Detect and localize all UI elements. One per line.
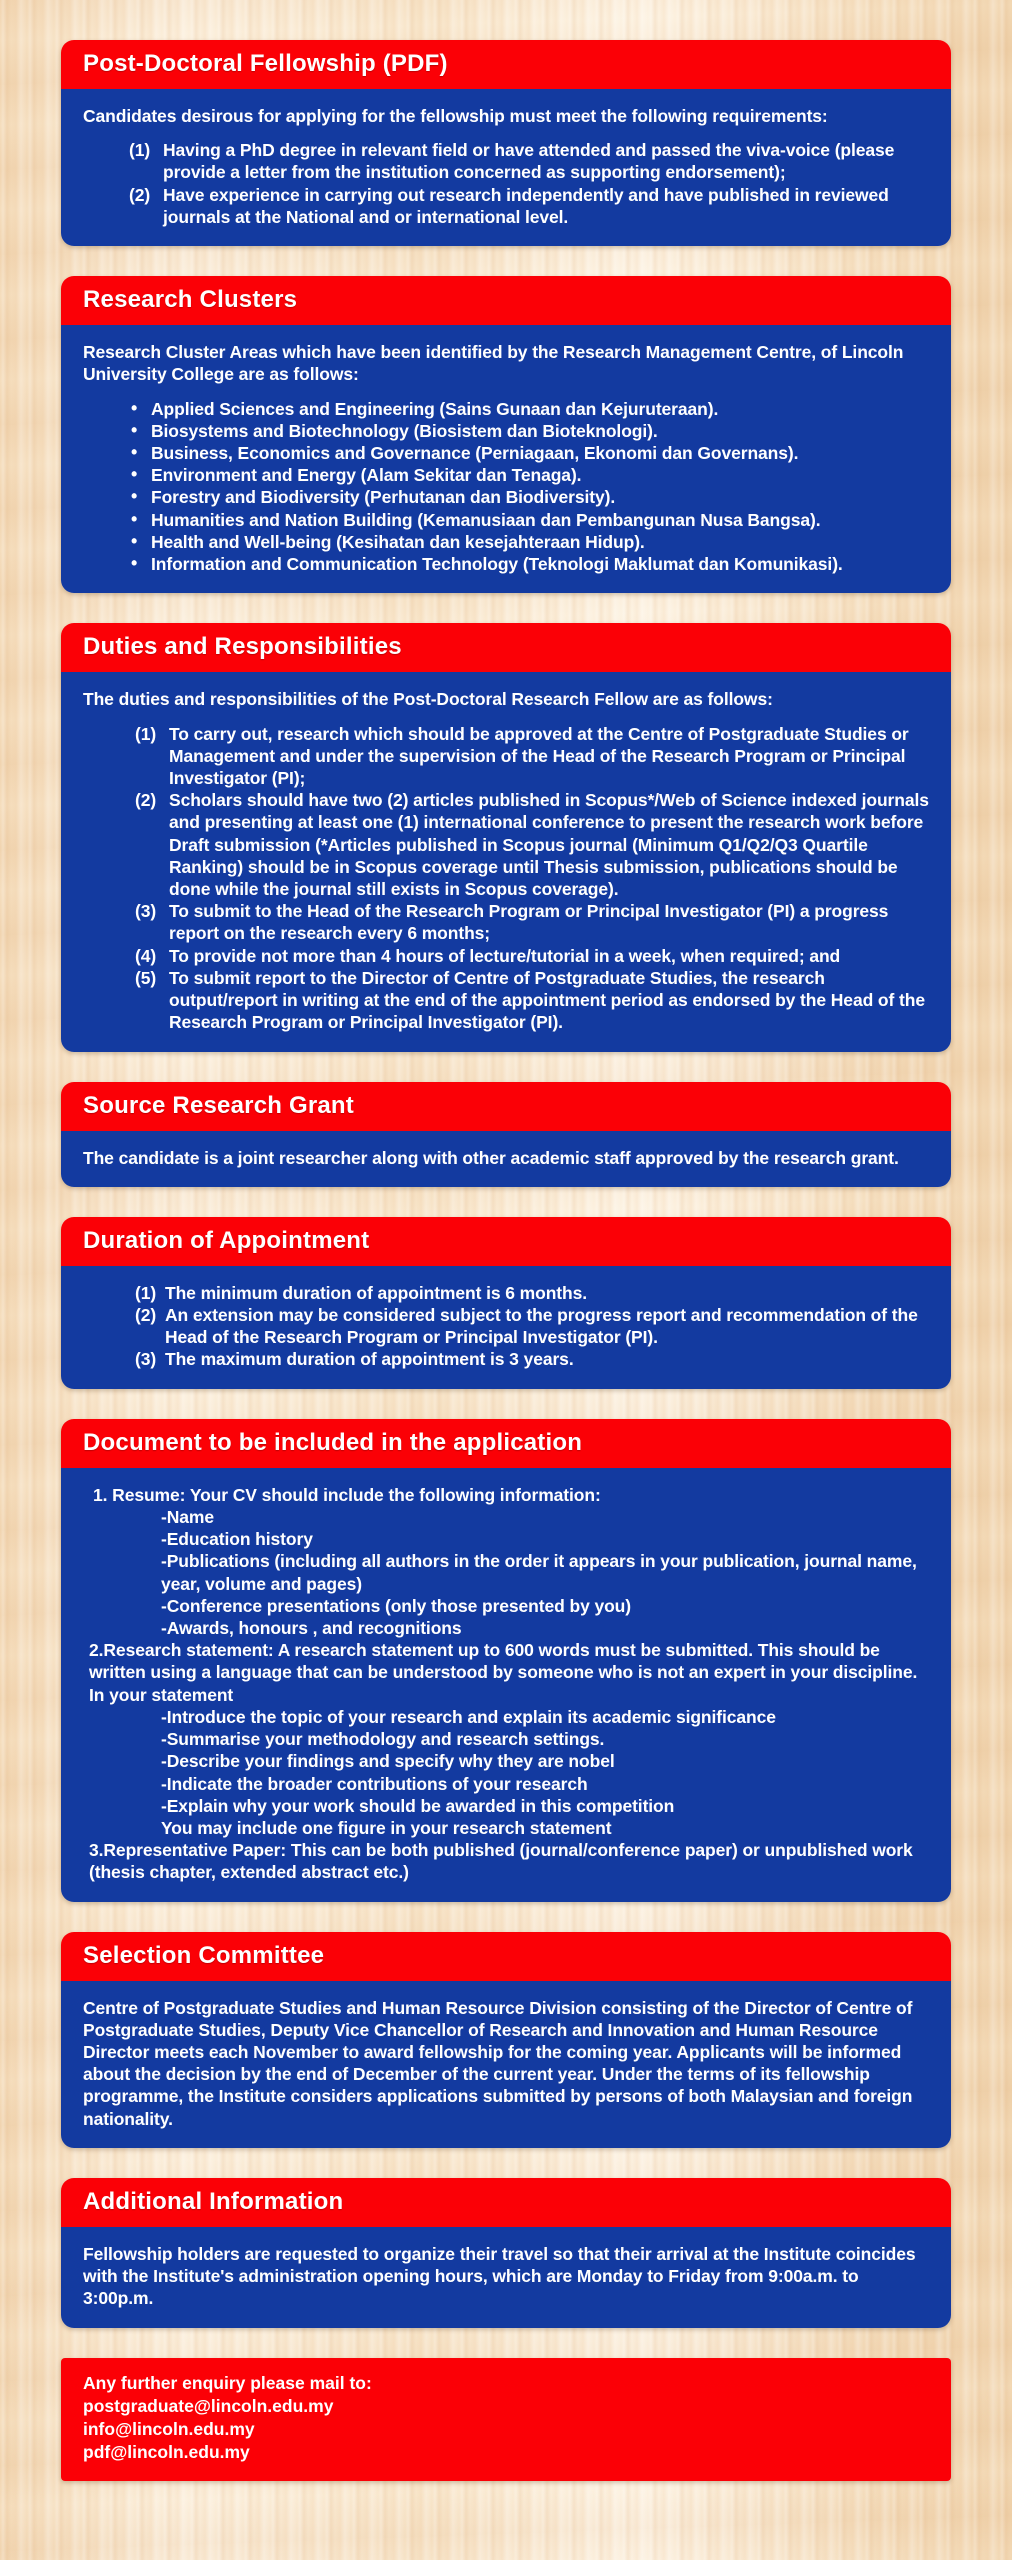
list-marker: (1) bbox=[129, 140, 151, 161]
section-title-duration-of-appointment: Duration of Appointment bbox=[61, 1217, 951, 1266]
intro-text: Research Cluster Areas which have been identified by the Research Management Centre, of Lincoln University College are as follows: bbox=[83, 342, 904, 385]
section-duties-and-responsibilities bbox=[61, 623, 951, 1051]
section-research-clusters bbox=[61, 276, 951, 593]
paragraph-text: The candidate is a joint researcher along with other academic staff approved by the research grant. bbox=[83, 1147, 899, 1168]
list-item: • Humanities and Nation Building (Kemanusiaan dan Pembangunan Nusa Bangsa). bbox=[131, 509, 929, 531]
list-text: The minimum duration of appointment is 6 months. bbox=[165, 1282, 588, 1303]
duration-list bbox=[135, 1282, 929, 1371]
list-item bbox=[135, 723, 929, 790]
paragraph-text: Fellowship holders are requested to organize their travel so that their arrival at the Institute coincides with the Institute's administration opening hours, which are Monday to Friday from 9:00a.m. to 3:00p.m. bbox=[83, 2243, 916, 2309]
section-body-source-research-grant bbox=[61, 1131, 951, 1187]
list-item bbox=[135, 789, 929, 900]
list-item: • Information and Communication Technology (Teknologi Maklumat dan Komunikasi). bbox=[131, 553, 929, 575]
requirements-list bbox=[129, 139, 929, 228]
list-marker: (4) bbox=[135, 945, 157, 966]
list-item bbox=[135, 1282, 929, 1304]
section-spacer bbox=[0, 2328, 1012, 2358]
contact-heading: Any further enquiry please mail to: bbox=[83, 2372, 372, 2393]
section-spacer bbox=[0, 593, 1012, 623]
section-body-duration-of-appointment bbox=[61, 1266, 951, 1389]
list-text: To submit report to the Director of Centre of Postgraduate Studies, the research output/report in writing at the end of the appointment period as endorsed by the Head of the Research Program or Principal Investigator (PI). bbox=[169, 967, 925, 1033]
contact-email-postgraduate[interactable]: postgraduate@lincoln.edu.my bbox=[83, 2395, 334, 2416]
list-marker: (2) bbox=[129, 184, 151, 205]
list-marker: (5) bbox=[135, 967, 157, 988]
list-text: Have experience in carrying out research independently and have published in reviewed journals at the National and or international level. bbox=[163, 184, 889, 227]
section-title-post-doctoral-fellowship: Post-Doctoral Fellowship (PDF) bbox=[61, 40, 951, 89]
section-source-research-grant bbox=[61, 1082, 951, 1187]
list-item bbox=[135, 1348, 929, 1370]
section-spacer bbox=[0, 1389, 1012, 1419]
list-item: • Applied Sciences and Engineering (Sains Gunaan dan Kejuruteraan). bbox=[131, 398, 929, 420]
section-document-to-be-included bbox=[61, 1419, 951, 1902]
doc-line: 2.Research statement: A research statement up to 600 words must be submitted. This should be written using a language that can be understood by someone who is not an expert in your discipline. In your statement bbox=[89, 1640, 918, 1705]
doc-line: You may include one figure in your research statement bbox=[161, 1817, 612, 1838]
section-title-research-clusters: Research Clusters bbox=[61, 276, 951, 325]
doc-line: -Awards, honours , and recognitions bbox=[161, 1617, 462, 1638]
doc-line: -Publications (including all authors in the order it appears in your publication, journal name, year, volume and pages) bbox=[161, 1551, 917, 1594]
list-marker: (2) bbox=[135, 790, 157, 811]
section-body-research-clusters bbox=[61, 325, 951, 593]
section-duration-of-appointment bbox=[61, 1217, 951, 1389]
contact-email-pdf[interactable]: pdf@lincoln.edu.my bbox=[83, 2442, 250, 2463]
list-marker: (1) bbox=[135, 1282, 157, 1303]
doc-line: 3.Representative Paper: This can be both published (journal/conference paper) or unpublished work (thesis chapter, extended abstract etc.) bbox=[89, 1840, 913, 1883]
list-item: • Forestry and Biodiversity (Perhutanan dan Biodiversity). bbox=[131, 486, 929, 508]
list-item: • Business, Economics and Governance (Perniagaan, Ekonomi dan Governans). bbox=[131, 442, 929, 464]
list-marker: (2) bbox=[135, 1305, 157, 1325]
section-spacer bbox=[0, 1902, 1012, 1932]
section-title-additional-information: Additional Information bbox=[61, 2178, 951, 2227]
doc-line: -Explain why your work should be awarded in this competition bbox=[161, 1795, 675, 1816]
list-text: To submit to the Head of the Research Program or Principal Investigator (PI) a progress report on the research every 6 months; bbox=[169, 901, 889, 944]
list-item: • Health and Well-being (Kesihatan dan kesejahteraan Hidup). bbox=[131, 531, 929, 553]
list-item bbox=[129, 184, 929, 228]
top-spacer bbox=[0, 0, 1012, 40]
list-item bbox=[135, 967, 929, 1034]
section-body-selection-committee bbox=[61, 1981, 951, 2148]
intro-text: Candidates desirous for applying for the fellowship must meet the following requirements: bbox=[83, 106, 828, 126]
section-body-additional-information bbox=[61, 2227, 951, 2328]
list-item: • Biosystems and Biotechnology (Biosistem dan Bioteknologi). bbox=[131, 420, 929, 442]
doc-line: -Education history bbox=[161, 1529, 313, 1550]
section-title-source-research-grant: Source Research Grant bbox=[61, 1082, 951, 1131]
section-spacer bbox=[0, 1187, 1012, 1217]
duties-list bbox=[135, 723, 929, 1034]
section-spacer bbox=[0, 1052, 1012, 1082]
doc-line: -Name bbox=[161, 1506, 214, 1527]
list-text: To provide not more than 4 hours of lecture/tutorial in a week, when required; and bbox=[169, 945, 841, 966]
list-text: The maximum duration of appointment is 3 years. bbox=[165, 1349, 574, 1370]
list-item bbox=[129, 139, 929, 183]
section-body-document-to-be-included bbox=[61, 1468, 951, 1902]
contact-email-info[interactable]: info@lincoln.edu.my bbox=[83, 2419, 255, 2440]
section-spacer bbox=[0, 2148, 1012, 2178]
list-marker: (1) bbox=[135, 723, 157, 744]
list-item bbox=[135, 945, 929, 967]
list-text: An extension may be considered subject to the progress report and recommendation of the Head of the Research Program or Principal Investigator (PI). bbox=[165, 1305, 918, 1348]
doc-line: -Introduce the topic of your research and explain its academic significance bbox=[161, 1706, 776, 1727]
section-title-document-to-be-included: Document to be included in the application bbox=[61, 1419, 951, 1468]
section-body-post-doctoral-fellowship bbox=[61, 89, 951, 246]
section-title-selection-committee: Selection Committee bbox=[61, 1932, 951, 1981]
bottom-spacer bbox=[0, 2481, 1012, 2507]
doc-line: 1. Resume: Your CV should include the following information: bbox=[93, 1484, 601, 1505]
list-item: • Environment and Energy (Alam Sekitar dan Tenaga). bbox=[131, 464, 929, 486]
section-spacer bbox=[0, 246, 1012, 276]
section-body-duties-and-responsibilities bbox=[61, 672, 951, 1051]
research-cluster-list bbox=[131, 398, 929, 576]
section-title-duties-and-responsibilities: Duties and Responsibilities bbox=[61, 623, 951, 672]
doc-line: -Indicate the broader contributions of your research bbox=[161, 1773, 588, 1794]
section-selection-committee bbox=[61, 1932, 951, 2148]
list-text: Scholars should have two (2) articles published in Scopus*/Web of Science indexed journals and presenting at least one (1) international conference to present the research work before Draft submission (*Articles published in Scopus journal (Minimum Q1/Q2/Q3 Quartile Ranking) should be in Scopus coverage until Thesis submission, publications should be done while the journal still exists in Scopus coverage). bbox=[169, 790, 929, 900]
contact-block bbox=[61, 2358, 951, 2481]
list-text: Having a PhD degree in relevant field or have attended and passed the viva-voice (please provide a letter from the institution concerned as supporting endorsement); bbox=[163, 140, 895, 183]
paragraph-text: Centre of Postgraduate Studies and Human Resource Division consisting of the Director of Centre of Postgraduate Studies, Deputy Vice Chancellor of Research and Innovation and Human Resource Director meets each November to award fellowship for the coming year. Applicants will be informed about the decision by the end of December of the current year. Under the terms of its fellowship programme, the Institute considers applications submitted by persons of both Malaysian and foreign nationality. bbox=[83, 1997, 913, 2129]
doc-line: -Conference presentations (only those presented by you) bbox=[161, 1595, 631, 1616]
list-item bbox=[135, 1304, 929, 1348]
list-text: To carry out, research which should be approved at the Centre of Postgraduate Studies or Management and under the supervision of the Head of the Research Program or Principal Investigator (PI); bbox=[169, 723, 909, 788]
doc-line: -Describe your findings and specify why they are nobel bbox=[161, 1751, 615, 1772]
intro-text: The duties and responsibilities of the Post-Doctoral Research Fellow are as follows: bbox=[83, 689, 773, 710]
doc-line: -Summarise your methodology and research settings. bbox=[161, 1729, 605, 1750]
section-post-doctoral-fellowship bbox=[61, 40, 951, 246]
list-marker: (3) bbox=[135, 1349, 157, 1370]
list-marker: (3) bbox=[135, 901, 157, 922]
section-additional-information bbox=[61, 2178, 951, 2328]
list-item bbox=[135, 900, 929, 944]
